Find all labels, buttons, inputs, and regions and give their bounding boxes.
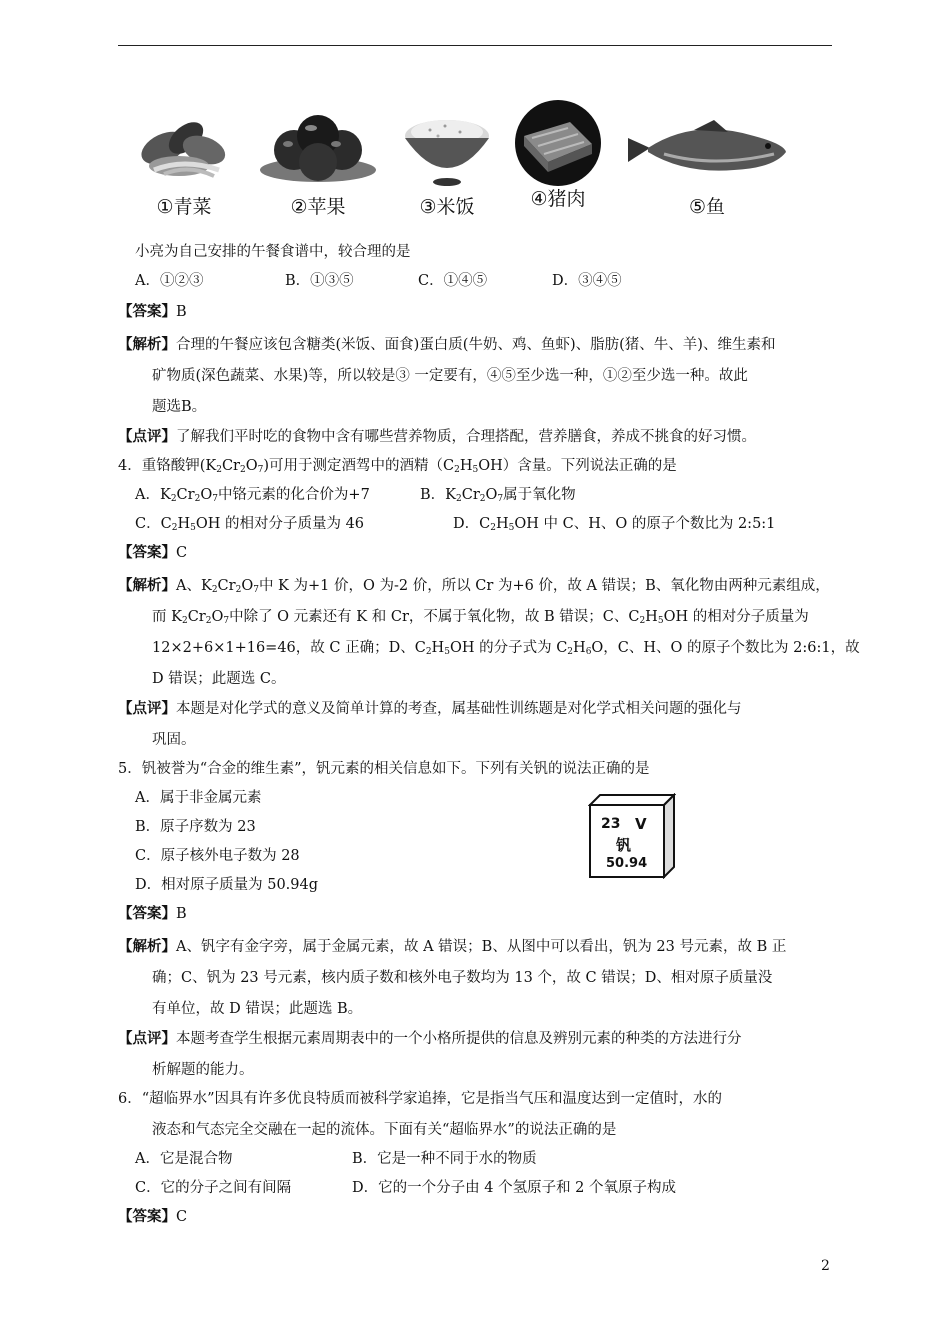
text-run: OH）含量。下列说法正确的是 xyxy=(478,458,677,474)
comment-tag: 【点评】 xyxy=(118,1030,176,1047)
answer-line xyxy=(118,543,187,563)
text-run: OH 的分子式为 C xyxy=(449,640,568,656)
option-a: A．它是混合物 xyxy=(135,1151,233,1167)
analysis-tag: 【解析】 xyxy=(118,577,176,594)
question-text: 小亮为自己安排的午餐食谱中，较合理的是 xyxy=(135,244,411,260)
question-6: 6．“超临界水”因具有许多优良特质而被科学家追捧，它是指当气压和温度达到一定值时，水的 xyxy=(118,1091,723,1107)
answer-tag: 【答案】 xyxy=(118,303,176,320)
analysis-tag: 【解析】 xyxy=(118,336,176,353)
text-run: O xyxy=(211,609,224,625)
subscript: 2 xyxy=(490,523,496,533)
analysis-text: 矿物质(深色蔬菜、水果)等，所以较是③ 一定要有，④⑤至少选一种，①②至少选一种。故此 xyxy=(152,368,748,384)
atomic-number: 23 xyxy=(601,816,621,832)
answer-line xyxy=(118,1207,187,1227)
text-run: D．C xyxy=(453,516,491,532)
comment-text: 了解我们平时吃的食物中含有哪些营养物质，合理搭配，营养膳食，养成不挑食的好习惯。 xyxy=(176,429,756,445)
text-run: O xyxy=(200,487,213,503)
answer-line xyxy=(118,302,187,322)
option-c: C．①④⑤ xyxy=(418,273,488,289)
analysis-text: 题选B。 xyxy=(152,399,207,415)
food-label: ③米饭 xyxy=(419,196,475,218)
text-run: B．K xyxy=(420,487,456,503)
food-images-row xyxy=(130,108,790,226)
answer-tag: 【答案】 xyxy=(118,544,176,561)
analysis-text: 有单位，故 D 错误；此题选 B。 xyxy=(152,1001,363,1017)
text-run: OH 的相对分子质量为 xyxy=(663,609,809,625)
answer-value: C xyxy=(176,1209,188,1225)
answer-tag: 【答案】 xyxy=(118,905,176,922)
answer-line xyxy=(118,904,187,924)
comment-line xyxy=(118,427,756,447)
comment-text: 巩固。 xyxy=(152,732,196,748)
analysis-line xyxy=(118,335,775,355)
food-item-pork xyxy=(508,108,608,211)
text-run: OH 中 C、H、O 的原子个数比为 2:5:1 xyxy=(514,516,776,532)
analysis-line xyxy=(118,576,830,596)
comment-text: 析解题的能力。 xyxy=(152,1062,254,1078)
option-d xyxy=(453,514,775,534)
text-run: Cr xyxy=(461,487,480,503)
subscript: 7 xyxy=(257,465,264,475)
subscript: 2 xyxy=(454,465,460,475)
analysis-text: A、钒字有金字旁，属于金属元素，故 A 错误；B、从图中可以看出，钒为 23 号元素，故 B 正 xyxy=(176,939,787,955)
subscript: 2 xyxy=(567,647,574,657)
subscript: 7 xyxy=(223,616,230,626)
text-run: H xyxy=(573,640,586,656)
text-run: OH 的相对分子质量为 46 xyxy=(195,516,365,532)
analysis-text xyxy=(152,607,809,627)
fish-icon xyxy=(624,108,790,186)
text-run: O xyxy=(245,458,258,474)
comment-line xyxy=(118,699,742,719)
comment-text: 本题是对化学式的意义及简单计算的考查，属基础性训练题是对化学式相关问题的强化与 xyxy=(176,701,742,717)
food-label: ④猪肉 xyxy=(530,188,586,210)
subscript: 6 xyxy=(585,647,592,657)
subscript: 2 xyxy=(239,465,246,475)
subscript: 2 xyxy=(456,494,462,504)
option-a: A．①②③ xyxy=(135,273,204,289)
answer-value: B xyxy=(176,304,187,320)
option-d: D．相对原子质量为 50.94g xyxy=(135,877,319,893)
text-run: 12×2+6×1+16=46，故 C 正确；D、C xyxy=(152,640,426,656)
element-name: 钒 xyxy=(616,836,632,854)
answer-tag: 【答案】 xyxy=(118,1208,176,1225)
text-run: A．K xyxy=(135,487,171,503)
vegetable-icon xyxy=(134,108,234,186)
option-c: C．它的分子之间有间隔 xyxy=(135,1180,292,1196)
text-run: 而 K xyxy=(152,609,182,625)
subscript: 2 xyxy=(216,465,222,475)
analysis-text: D 错误；此题选 C。 xyxy=(152,671,286,687)
question-4 xyxy=(118,456,677,476)
atomic-mass: 50.94 xyxy=(606,856,648,871)
comment-line xyxy=(118,1029,742,1049)
text-run: H xyxy=(177,516,191,532)
header-rule xyxy=(118,45,832,46)
subscript: 2 xyxy=(194,494,201,504)
text-run: H xyxy=(431,640,445,656)
question-5: 5．钒被誉为“合金的维生素”，钒元素的相关信息如下。下列有关钒的说法正确的是 xyxy=(118,761,650,777)
analysis-text xyxy=(152,638,860,658)
food-label: ⑤鱼 xyxy=(688,196,726,218)
subscript: 2 xyxy=(479,494,486,504)
option-a xyxy=(135,485,370,505)
subscript: 5 xyxy=(444,647,450,657)
text-run: Cr xyxy=(187,609,206,625)
subscript: 7 xyxy=(253,585,259,595)
analysis-tag: 【解析】 xyxy=(118,938,176,955)
text-run: 4．重铬酸钾(K xyxy=(118,458,217,474)
text-run: 中 K 为+1 价，O 为-2 价，所以 Cr 为+6 价，故 A 错误；B、氧化物由两种元素组成， xyxy=(258,578,830,594)
food-label: ②苹果 xyxy=(290,196,346,218)
vanadium-element-card xyxy=(588,793,676,879)
text-run: A、K xyxy=(176,578,212,594)
answer-value: C xyxy=(176,545,188,561)
subscript: 2 xyxy=(205,616,212,626)
subscript: 5 xyxy=(657,616,664,626)
subscript: 5 xyxy=(190,523,196,533)
element-symbol: V xyxy=(635,815,647,833)
text-run: O，C、H、O 的原子个数比为 2:6:1，故 xyxy=(591,640,860,656)
subscript: 2 xyxy=(181,616,188,626)
text-run: H xyxy=(495,516,509,532)
food-item-fish xyxy=(624,108,790,219)
comment-tag: 【点评】 xyxy=(118,428,176,445)
text-run: Cr xyxy=(217,578,236,594)
text-run: 中铬元素的化合价为+7 xyxy=(217,487,370,503)
subscript: 2 xyxy=(235,585,242,595)
text-run: H xyxy=(645,609,658,625)
analysis-text: 合理的午餐应该包含糖类(米饭、面食)蛋白质(牛奶、鸡、鱼虾)、脂肪(猪、牛、羊)、维生素和 xyxy=(176,337,776,353)
food-label: ①青菜 xyxy=(156,196,212,218)
option-b: B．它是一种不同于水的物质 xyxy=(352,1151,537,1167)
analysis-text: 确；C、钒为 23 号元素，核内质子数和核外电子数均为 13 个，故 C 错误；D、相对原子质量没 xyxy=(152,970,773,986)
apple-icon xyxy=(256,108,380,186)
text-run: H xyxy=(459,458,473,474)
pork-icon xyxy=(508,100,608,186)
option-c: C．原子核外电子数为 28 xyxy=(135,848,300,864)
answer-value: B xyxy=(176,906,187,922)
page-number: 2 xyxy=(821,1258,830,1274)
food-item-rice xyxy=(400,108,494,219)
text-run: )可用于测定酒驾中的酒精（C xyxy=(263,458,455,474)
subscript: 5 xyxy=(472,465,479,475)
option-d: D．它的一个分子由 4 个氢原子和 2 个氧原子构成 xyxy=(352,1180,677,1196)
subscript: 5 xyxy=(508,523,515,533)
text-run: O xyxy=(241,578,254,594)
text-run: 中除了 O 元素还有 K 和 Cr，不属于氧化物，故 B 错误；C、C xyxy=(229,609,640,625)
subscript: 2 xyxy=(211,585,218,595)
subscript: 2 xyxy=(171,523,178,533)
text-run: 属于氧化物 xyxy=(503,487,576,503)
option-b xyxy=(420,485,576,505)
question-6-cont: 液态和气态完全交融在一起的流体。下面有关“超临界水”的说法正确的是 xyxy=(152,1122,617,1138)
text-run: Cr xyxy=(221,458,240,474)
subscript: 2 xyxy=(170,494,177,504)
comment-text: 本题考查学生根据元素周期表中的一个小格所提供的信息及辨别元素的种类的方法进行分 xyxy=(176,1031,742,1047)
option-a: A．属于非金属元素 xyxy=(135,790,262,806)
text-run: O xyxy=(485,487,498,503)
comment-tag: 【点评】 xyxy=(118,700,176,717)
option-b: B．原子序数为 23 xyxy=(135,819,256,835)
analysis-line xyxy=(118,937,786,957)
subscript: 7 xyxy=(212,494,218,504)
food-item-apple xyxy=(256,108,380,219)
rice-bowl-icon xyxy=(400,108,494,186)
subscript: 7 xyxy=(497,494,504,504)
text-run: C．C xyxy=(135,516,172,532)
option-d: D．③④⑤ xyxy=(552,273,622,289)
subscript: 2 xyxy=(425,647,432,657)
text-run: Cr xyxy=(176,487,195,503)
option-c xyxy=(135,514,364,534)
option-b: B．①③⑤ xyxy=(285,273,354,289)
food-item-vegetable xyxy=(134,108,234,219)
subscript: 2 xyxy=(639,616,646,626)
